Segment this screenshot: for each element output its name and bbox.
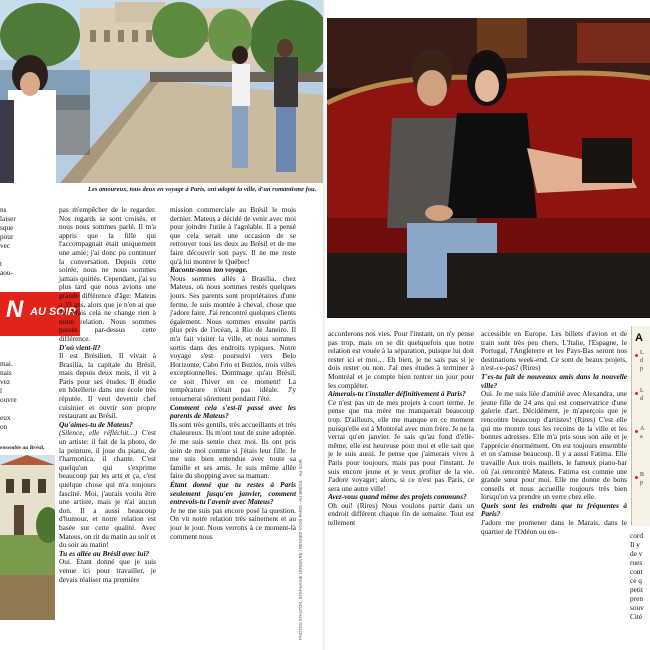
sidebar-line: p (640, 480, 643, 486)
paragraph: Oh oui! (Rires) Nous voulons partir dans un endroit différent chaque fin de semaine. Tout est tellement (328, 500, 474, 528)
sidebar-line: L (640, 388, 644, 394)
small-caption: ensemble au Brésil, (0, 445, 45, 451)
sidebar-line: L (640, 350, 644, 356)
sidebar-line: d (640, 358, 643, 364)
article-column-3 (328, 330, 474, 528)
question: Quels sont les endroits que tu fréquentes à Paris? (481, 500, 627, 519)
bullet-icon (635, 476, 638, 479)
fragment-line: laiser (0, 214, 16, 223)
fragment-line: aou- (0, 268, 13, 277)
paragraph: mission commerciale au Brésil le mois dernier. Mateus a décidé de venir avec moi pour joindre l'utile à l'agréable. Il a pensé que cela serait une occasion de se retrouver tous les deux au Brésil et de me faire découvrir son pays. Il ne me reste qu'à lui montrer le Québec! (170, 205, 296, 266)
sidebar-box (631, 326, 650, 526)
question: Raconte-nous ton voyage. (170, 265, 248, 275)
fragment-line: vec (0, 241, 11, 250)
fragment-line: vez (0, 377, 11, 386)
photo-credit: PHOTOS STANTON, STEPHANIE LEFEBVRE / RENDEZ-VOUS PARIS · AU BRÉSIL · AU SOIR (298, 459, 303, 640)
bullet-icon (635, 430, 638, 433)
question: Aimerais-tu t'installer définitivement à Paris? (328, 389, 466, 399)
fragment-line: ce q (630, 576, 642, 585)
article-column-4 (481, 330, 627, 536)
banner-letter: N (6, 296, 25, 323)
question: Qu'aimes-tu de Mateus? (59, 419, 133, 429)
fragment-line: t (0, 259, 3, 268)
question: Avez-vous quand même des projets communs? (328, 492, 467, 502)
fragment-line: souv (630, 603, 644, 612)
paragraph: Il est Brésilien. Il vivait à Brasília, la capitale du Brésil, mais depuis deux mois, il vit à Paris pour ses études. Il étudie en hôtellerie dans une école très réputée. Il veut devenir chef cuisinier et ouvrir son propre restaurant au Brésil. (59, 351, 156, 421)
sidebar-line: A (640, 426, 645, 432)
paragraph: Ce n'est pas un de mes projets à court terme. Je pense que ma mère me manquerait beaucoup trop. D'ailleurs, elle me manque en ce moment puisqu'elle est à Montréal avec mon frère. Je ne la verrai qu'en janvier. Je sais qu'au fond d'elle-même, elle est heureuse pour moi et elle sait que je le suis aussi. Je pense que j'aimerais vivre à Paris pour toujours, mais pas pour l'instant. Je suis encore jeune et je veux profiter de la vie. J'adore voyager; alors, si ce n'est pas Paris, ce sera une autre ville! (328, 397, 474, 493)
fragment-line: rues (630, 558, 643, 567)
bullet-icon (635, 392, 638, 395)
fragment-line: Cité (630, 612, 643, 621)
fragment-line: l (0, 386, 3, 395)
question: Comment cela s'est-il passé avec les parents de Mateus? (170, 402, 296, 421)
paragraph: Oui. Je me suis liée d'amitié avec Alexandra, une jeune fille de 24 ans qui est conservatrice d'une galerie d'art. Décidément, je m'aperçois que je rencontre beaucoup d'artistes! (Rires) C'est elle qui me montre tous les recoins de la ville et les bonnes adresses. Elle m'a pris sous son aile et je l'apprécie énormément. On est toujours ensemble et on s'amuse beaucoup. Il y a aussi Fatima. Elle travaille Aux trois maillets, le fameux piano-bar où j'ai rencontré Mateus. Fatima est comme une grande sœur pour moi. Elle me donne de bons conseils et nous accueille toujours très bien lorsqu'on va prendre un verre chez elle. (481, 389, 627, 502)
couple-paris-photo (0, 0, 323, 183)
fragment-line: nais (0, 368, 12, 377)
fragment-line: pren (630, 594, 643, 603)
paragraph: accorderons nos vies. Pour l'instant, on n'y pense pas trop, mais on se dit quelquefois que notre relation est vouée à la séparation, puisque lui doit rester ici et moi… Eh bien, je ne sais pas si je dois rester ou non. J'ai mes études à terminer à Montréal et je compte bien rentrer un jour pour les compléter. (328, 329, 474, 390)
fragment-line: sque (0, 223, 14, 232)
fragment-line: ns (0, 205, 7, 214)
sidebar-line: B (640, 472, 645, 478)
paragraph: Nous sommes allés à Brasília, chez Mateus, où nous sommes restés quelques jours. Ses parents sont propriétaires d'une ferme. Je suis montée à cheval, chose que j'adore faire. J'ai rencontré quelques clients également. Nous sommes ensuite partis plus près de l'océan, à Rio de Janeiro. Il m'a fait visiter la ville, et nous sommes sortis dans des endroits typiques. Notre voyage s'est poursuivi vers Belo Horizonte, Cabo Frio et Buzios, trois villes exceptionnelles. Dommage qu'au Brésil, ce soit l'hiver en ce moment! La température n'était pas idéale. J'y retournerai sûrement pendant l'été. (170, 273, 296, 404)
question: Étant donné que tu restes à Paris seulement jusqu'en janvier, comment entrevois-tu l'avenir avec Mateus? (170, 480, 296, 507)
aside: (Silence, elle réfléchit…) (59, 428, 138, 438)
paragraph: Oui. Étant donné que je suis venue ici pour travailler, je devais réaliser ma première (59, 557, 156, 584)
fragment-line: cont (630, 567, 643, 576)
banner-text: AU SOIR (30, 306, 76, 318)
brazil-house-photo (0, 455, 55, 620)
paragraph: Ils sont très gentils, très accueillants et très chaleureux. Ils m'ont tout de suite adoptée. Je me suis sentie chez moi. Ils ont pris soin de moi comme si j'étais leur fille. Je me suis bien entendue avec toute sa famille et ses amis. Je suis même allée faire du shopping avec sa maman. (170, 419, 296, 481)
fragment-line: ouvre (0, 395, 17, 404)
question: D'où vient-il? (59, 342, 101, 352)
fragment-line: mai. (0, 359, 13, 368)
couple-sofa-photo (327, 18, 650, 318)
paragraph: Je ne me suis pas encore posé la question. On vit notre relation très sainement et au jour le jour. Nous verrons à ce moment-là comment nous (170, 505, 296, 541)
sidebar-line: p (640, 366, 643, 372)
question: Tu es allée au Brésil avec lui? (59, 548, 150, 558)
fragment-line: pour (0, 232, 14, 241)
bullet-icon (635, 354, 638, 357)
sidebar-line: a (640, 434, 643, 440)
question: T'es-tu fait de nouveaux amis dans la nouvelle ville? (481, 371, 627, 390)
right-page (325, 0, 650, 650)
fragment-line: on (0, 422, 8, 431)
fragment-line: petit (630, 585, 643, 594)
article-column-1 (59, 206, 156, 584)
fragment-line: eux (0, 413, 11, 422)
fragment-line: cord (630, 531, 643, 540)
paragraph: C'est un artiste: il fait de la photo, de la peinture, il joue du piano, de l'harmonica, il chante. C'est quelqu'un qui s'exprime beaucoup par les arts et ça, c'est quelque chose qui m'a toujours fasciné. Moi, j'aurais voulu être une artiste, mais je n'ai aucun don. Il a aussi beaucoup d'humour, et notre relation est basée sur cette qualité. Avec Mateus, on rit du matin au soir et du soir au matin! (59, 428, 157, 550)
fragment-line: Il y (630, 540, 640, 549)
article-column-2 (170, 206, 296, 541)
paragraph: accessible en Europe. Les billets d'avion et de train sont très peu chers. L'Italie, l'Espagne, le Portugal, l'Angleterre et les Pays-Bas seront nos destinations week-end. Ce sont de beaux projets, n'est-ce-pas? (Rires) (481, 329, 627, 373)
sidebar-line: d (640, 396, 643, 402)
sidebar-title: A (635, 332, 643, 344)
paragraph: pas m'empêcher de le regarder. Nos regards se sont croisés, et nous nous sommes parlé. Il m'a appris que la fille qui l'accompagnait était uniquement une amie; j'ai donc pu continuer la conversation. Depuis cette soirée, nous ne nous sommes jamais quittés. Cependant, j'ai su plus tard que nous avions une grande différence d'âge: Mateus a 33 ans, alors que je n'en ai que 20. Mais cela ne change rien à notre relation. Nous sommes passés par-dessus cette différence. (59, 205, 156, 343)
fragment-line: de v (630, 549, 643, 558)
paragraph: J'adore me promener dans le Marais, dans le quartier de l'Odéon ou en- (481, 518, 627, 536)
photo-caption: Les amoureux, tous deux en voyage à Paris, ont adopté la ville, d'un romantisme fou. (88, 186, 317, 193)
